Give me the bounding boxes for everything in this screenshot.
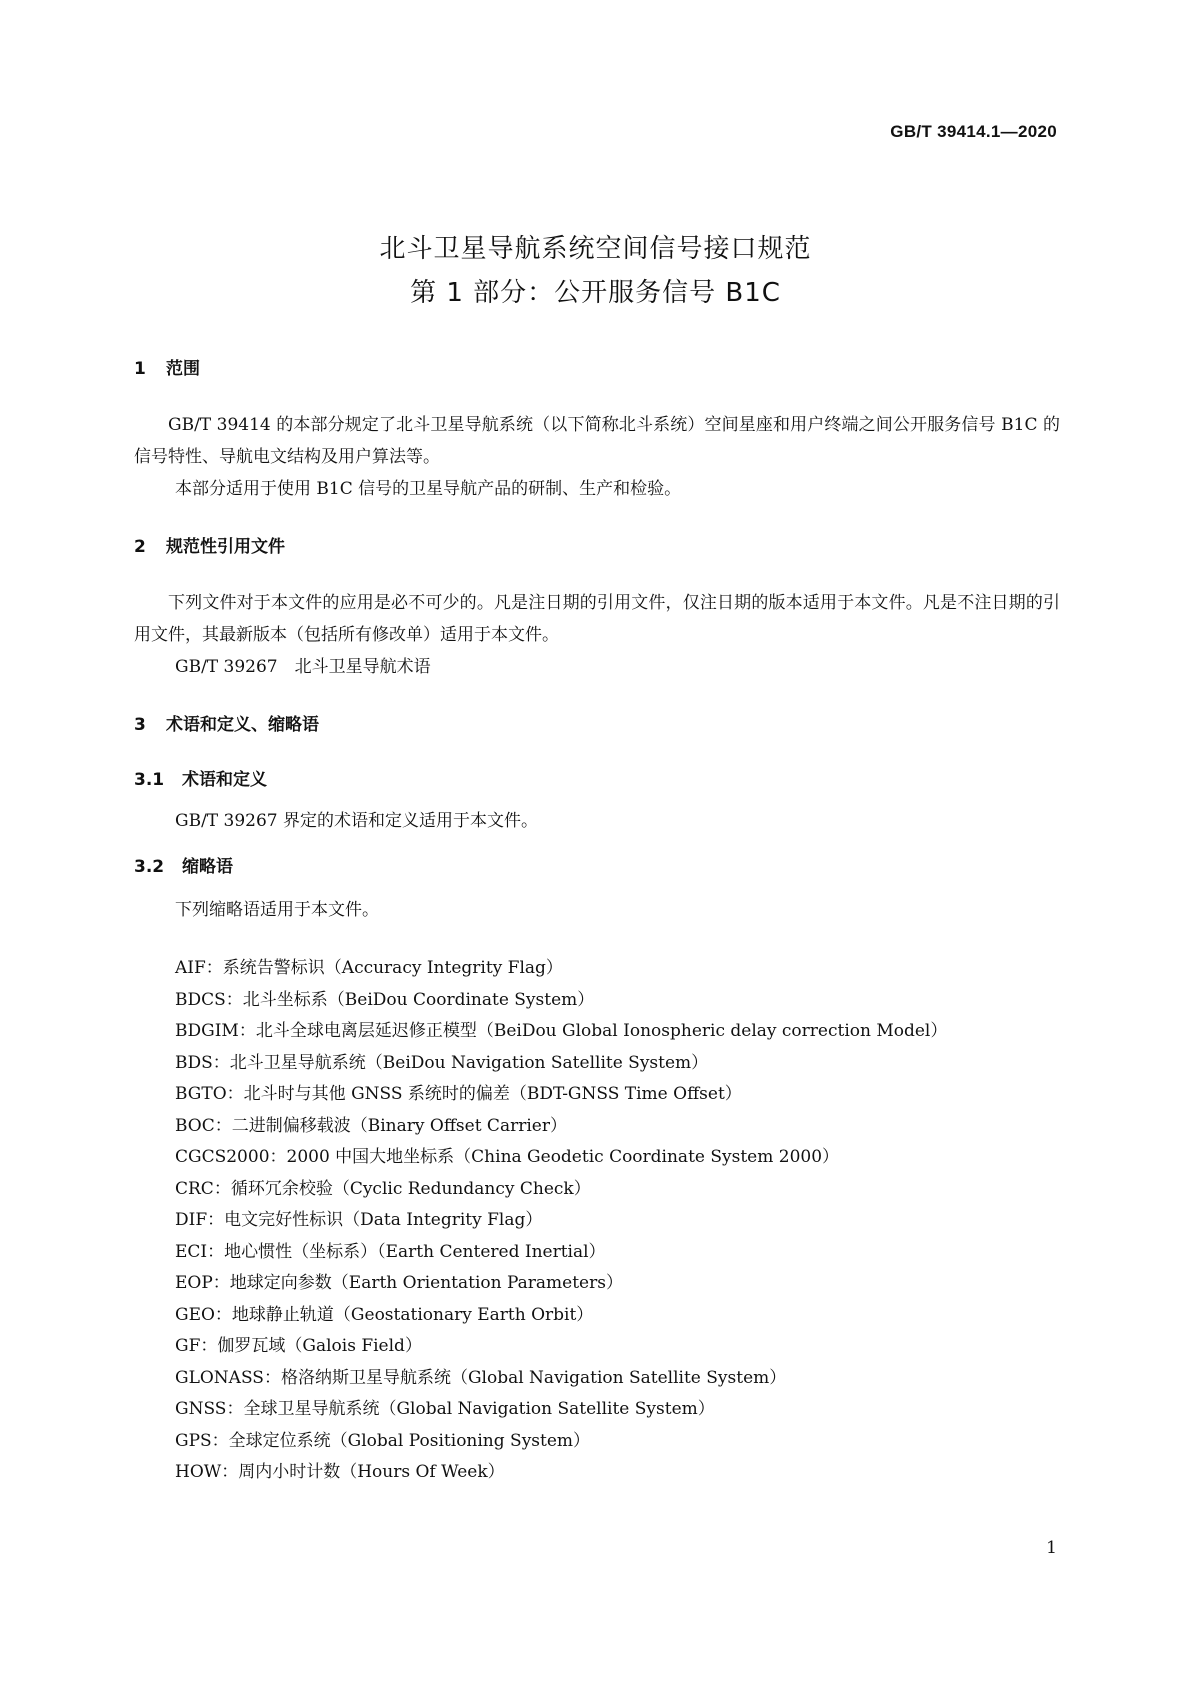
standard-number: GB/T 39414.1—2020 <box>890 122 1057 141</box>
section-3-2-heading <box>134 852 233 877</box>
list-item: HOW：周内小时计数（Hours Of Week） <box>175 1462 505 1482</box>
section-3-heading <box>134 710 319 735</box>
section-title: 术语和定义、缩略语 <box>166 715 319 735</box>
section-1-heading <box>134 354 200 379</box>
list-item: BGTO：北斗时与其他 GNSS 系统时的偏差（BDT-GNSS Time Offset） <box>175 1084 742 1104</box>
list-item: GPS：全球定位系统（Global Positioning System） <box>175 1430 591 1451</box>
section-number: 2 <box>134 537 146 557</box>
list-item: CGCS2000：2000 中国大地坐标系（China Geodetic Coordinate System 2000） <box>175 1147 840 1167</box>
section-3-1-heading <box>134 765 267 790</box>
abbreviations-list <box>175 953 947 1489</box>
page-number: 1 <box>1046 1538 1057 1558</box>
section-1-paragraph-1: GB/T 39414 的本部分规定了北斗卫星导航系统（以下简称北斗系统）空间星座和用户终端之间公开服务信号 B1C 的信号特性、导航电文结构及用户算法等。 <box>134 415 1060 467</box>
section-number: 3 <box>134 715 146 735</box>
section-title: 缩略语 <box>182 857 233 877</box>
list-item: GEO：地球静止轨道（Geostationary Earth Orbit） <box>175 1304 594 1325</box>
list-item: AIF：系统告警标识（Accuracy Integrity Flag） <box>175 958 563 978</box>
section-2-heading <box>134 532 285 557</box>
list-item: CRC：循环冗余校验（Cyclic Redundancy Check） <box>175 1178 591 1199</box>
list-item: BDGIM：北斗全球电离层延迟修正模型（BeiDou Global Ionospheric delay correction Model） <box>175 1021 948 1041</box>
list-item: ECI：地心惯性（坐标系）（Earth Centered Inertial） <box>175 1241 606 1262</box>
section-title: 范围 <box>166 359 200 379</box>
section-3-1-paragraph: GB/T 39267 界定的术语和定义适用于本文件。 <box>175 811 539 831</box>
document-title: 北斗卫星导航系统空间信号接口规范 <box>379 234 812 264</box>
section-number: 3.1 <box>134 770 165 790</box>
list-item: DIF：电文完好性标识（Data Integrity Flag） <box>175 1210 543 1230</box>
section-number: 1 <box>134 359 146 379</box>
list-item: GLONASS：格洛纳斯卫星导航系统（Global Navigation Satellite System） <box>175 1367 787 1388</box>
section-title: 规范性引用文件 <box>166 537 285 557</box>
list-item: GNSS：全球卫星导航系统（Global Navigation Satellite System） <box>175 1399 715 1419</box>
document-subtitle: 第 1 部分：公开服务信号 B1C <box>410 278 781 308</box>
section-number: 3.2 <box>134 857 165 877</box>
normative-reference: GB/T 39267 北斗卫星导航术语 <box>175 657 431 677</box>
abbreviations-intro: 下列缩略语适用于本文件。 <box>175 900 379 920</box>
list-item: BDCS：北斗坐标系（BeiDou Coordinate System） <box>175 989 595 1010</box>
section-1-paragraph-2: 本部分适用于使用 B1C 信号的卫星导航产品的研制、生产和检验。 <box>175 479 682 499</box>
section-2-paragraph-1: 下列文件对于本文件的应用是必不可少的。凡是注日期的引用文件，仅注日期的版本适用于本文件。凡是不注日期的引用文件，其最新版本（包括所有修改单）适用于本文件。 <box>134 593 1060 645</box>
list-item: BOC：二进制偏移载波（Binary Offset Carrier） <box>175 1115 567 1136</box>
list-item: EOP：地球定向参数（Earth Orientation Parameters） <box>175 1273 623 1293</box>
list-item: GF：伽罗瓦域（Galois Field） <box>175 1336 422 1356</box>
list-item: BDS：北斗卫星导航系统（BeiDou Navigation Satellite System） <box>175 1052 709 1073</box>
section-title: 术语和定义 <box>182 770 267 790</box>
